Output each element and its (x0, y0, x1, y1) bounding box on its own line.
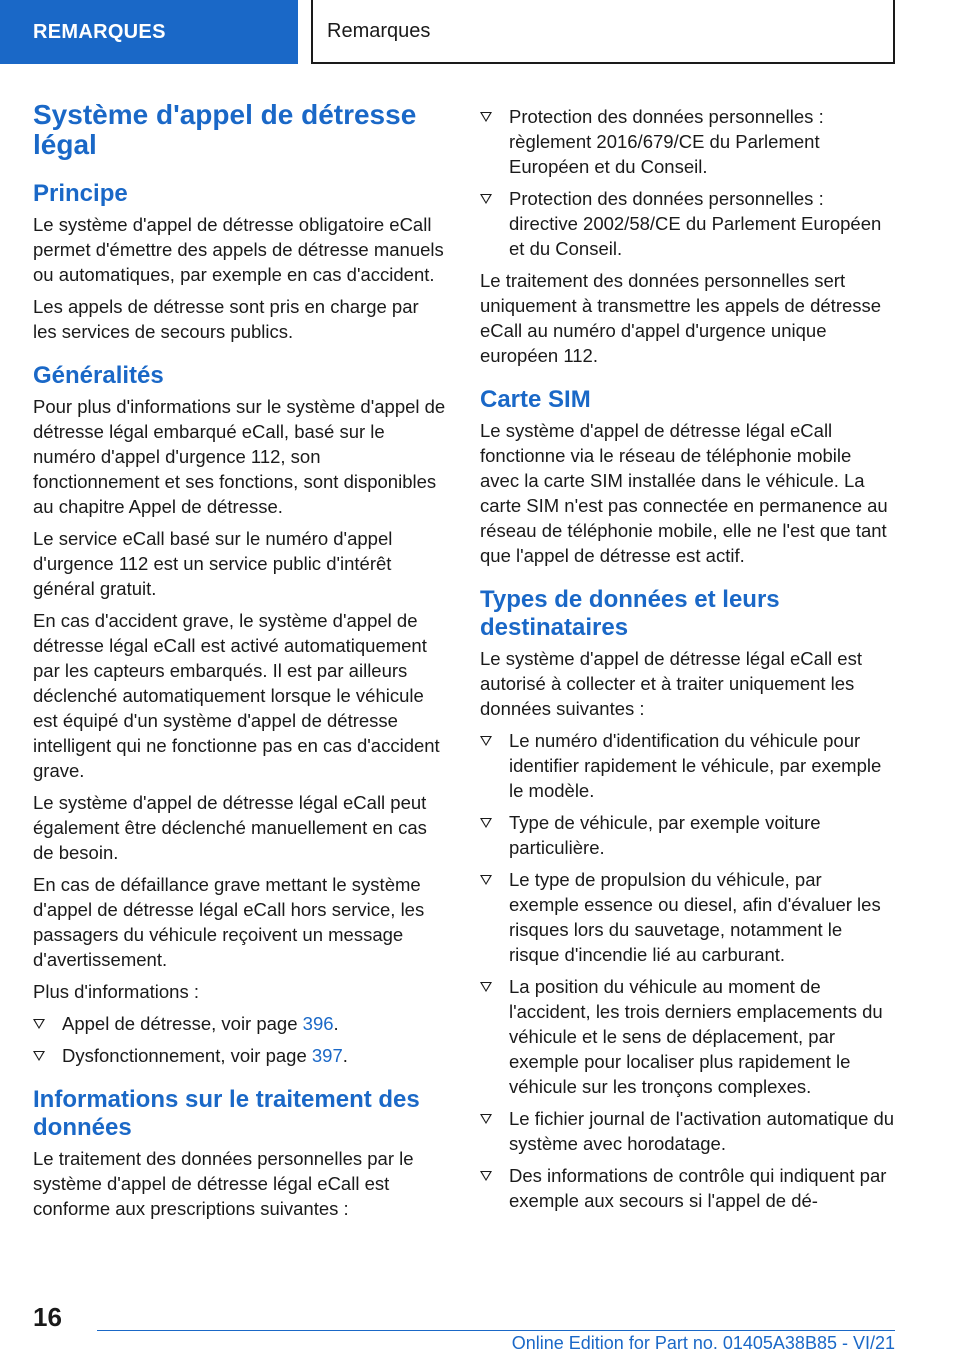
page-number: 16 (33, 1302, 62, 1332)
page-link-396[interactable]: 396 (302, 1013, 334, 1034)
list-item-text: Protection des données personnelles : règlement 2016/679/CE du Parlement Européen et du Conseil. (509, 106, 824, 177)
triangle-bullet-icon (480, 818, 492, 828)
list-item-text: Des informations de contrôle qui indiquent par exemple aux secours si l'appel de dé- (509, 1165, 887, 1211)
list-item (480, 728, 895, 803)
heading-generalites: Généralités (33, 362, 164, 389)
paragraph: Le traitement des données personnelles par le système d'appel de détresse légal eCall est conforme aux prescriptions suivantes : (33, 1148, 414, 1219)
triangle-bullet-icon (33, 1019, 45, 1029)
list-item (33, 1043, 447, 1068)
triangle-bullet-icon (480, 194, 492, 204)
paragraph: En cas de défaillance grave mettant le système d'appel de détresse légal eCall hors service, les passagers du véhicule reçoivent un message d'avertissement. (33, 874, 425, 970)
chapter-tab (0, 0, 298, 64)
page-link-397[interactable]: 397 (311, 1045, 343, 1066)
paragraph: En cas d'accident grave, le système d'appel de détresse légal eCall est activé automatiquement par les capteurs embarqués. Il est par ailleurs déclenché automatiquement lorsque le véhicule est équipé d'un système d'appel de détresse intelligent qui ne fonctionne pas en cas d'accident grave. (33, 610, 440, 781)
list-item-text: Le numéro d'identification du véhicule pour identifier rapidement le véhicule, par exemple le modèle. (509, 730, 882, 801)
triangle-bullet-icon (480, 1171, 492, 1181)
triangle-bullet-icon (480, 112, 492, 122)
list-item-text: Le fichier journal de l'activation automatique du système avec horodatage. (509, 1108, 895, 1154)
triangle-bullet-icon (480, 875, 492, 885)
heading-informations: Informations sur le traitement des données (33, 1086, 420, 1141)
paragraph: Plus d'informations : (33, 981, 199, 1002)
footer-divider (97, 1330, 895, 1331)
paragraph: Les appels de détresse sont pris en charge par les services de secours publics. (33, 296, 419, 342)
triangle-bullet-icon (480, 736, 492, 746)
footer-edition: Online Edition for Part no. 01405A38B85 - VI/21 (511, 1333, 895, 1353)
paragraph: Le service eCall basé sur le numéro d'appel d'urgence 112 est un service public d'intérêt général gratuit. (33, 528, 393, 599)
chapter-tab-label: REMARQUES (33, 20, 166, 43)
list-item (33, 1011, 447, 1036)
ref-end: . (342, 1045, 348, 1066)
regulation-list (480, 104, 895, 261)
list-item (480, 186, 895, 261)
list-item (480, 810, 895, 860)
triangle-bullet-icon (480, 982, 492, 992)
list-item (480, 1163, 895, 1213)
paragraph: Le système d'appel de détresse légal eCall est autorisé à collecter et à traiter uniquement les données suivantes : (480, 648, 862, 719)
reference-list (33, 1011, 447, 1068)
list-item-text: Le type de propulsion du véhicule, par exemple essence ou diesel, afin d'évaluer les risques lors du sauvetage, notamment le risque d'incendie lié au carburant. (509, 869, 881, 965)
heading-carte-sim: Carte SIM (480, 386, 591, 413)
list-item (480, 974, 895, 1099)
heading-types-donnees: Types de données et leurs destinataires (480, 586, 780, 641)
list-item-text: Protection des données personnelles : directive 2002/58/CE du Parlement Européen et du Conseil. (509, 188, 882, 259)
paragraph: Le système d'appel de détresse obligatoire eCall permet d'émettre des appels de détresse manuels ou automatiques, par exemple en cas d'accident. (33, 214, 444, 285)
list-item (480, 867, 895, 967)
paragraph: Le système d'appel de détresse légal eCall peut également être déclenché manuellement en cas de besoin. (33, 792, 427, 863)
ref-end: . (333, 1013, 339, 1034)
ref-text: Dysfonctionnement, voir page (62, 1045, 312, 1066)
page-title: Système d'appel de détresse légal (33, 99, 417, 160)
triangle-bullet-icon (480, 1114, 492, 1124)
data-types-list (480, 728, 895, 1213)
section-header-title: Remarques (327, 19, 431, 42)
paragraph: Le traitement des données personnelles sert uniquement à transmettre les appels de détresse eCall au numéro d'appel d'urgence unique européen 112. (480, 270, 882, 366)
right-column (480, 100, 895, 1220)
section-header (311, 0, 895, 64)
ref-text: Appel de détresse, voir page (62, 1013, 303, 1034)
list-item (480, 1106, 895, 1156)
paragraph: Pour plus d'informations sur le système d'appel de détresse légal embarqué eCall, basé sur le numéro d'appel d'urgence 112, son fonctionnement et ses fonctions, sont disponibles au chapitre Appel de détresse. (33, 396, 446, 517)
paragraph: Le système d'appel de détresse légal eCall fonctionne via le réseau de téléphonie mobile avec la carte SIM installée dans le véhicule. La carte SIM n'est pas connectée en permanence au réseau de téléphonie mobile, elle ne l'est que tant que l'appel de détresse est actif. (480, 420, 888, 566)
list-item-text: Type de véhicule, par exemple voiture particulière. (509, 812, 821, 858)
triangle-bullet-icon (33, 1051, 45, 1061)
list-item-text: La position du véhicule au moment de l'accident, les trois derniers emplacements du véhicule et le sens de déplacement, par exemple pour localiser plus rapidement le véhicule sur les tronçons complexes. (509, 976, 883, 1097)
left-column (33, 100, 447, 1228)
list-item (480, 104, 895, 179)
heading-principe: Principe (33, 180, 128, 207)
